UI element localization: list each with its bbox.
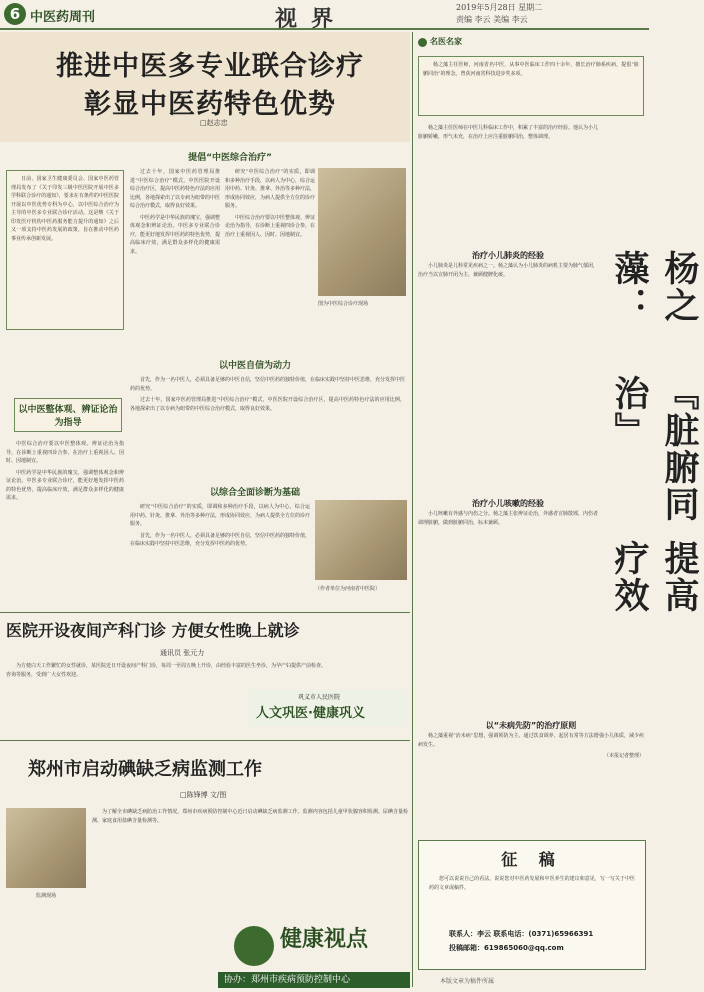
cdc-logo-icon xyxy=(234,926,274,966)
ad-org: 巩义市人民医院 xyxy=(298,694,341,701)
section-title-4: 以综合全面诊断为基础 xyxy=(209,488,300,498)
main-body-col1 xyxy=(130,168,220,330)
night-clinic-headline: 医院开设夜间产科门诊 方便女性晚上就诊 xyxy=(6,621,300,640)
photo-caption: 图为中医综合诊疗现场 xyxy=(318,301,369,307)
ad-brand: 人文巩医·健康巩义 xyxy=(256,706,365,721)
intro-box xyxy=(6,170,124,330)
side-source-note: （本报记者整理） xyxy=(603,753,644,759)
footer-strip: 本版文章为稿件所属 xyxy=(440,978,495,985)
side-author-tag xyxy=(418,36,538,50)
side-para-2: 小儿肺炎是儿科常见疾病之一。杨之藻认为小儿肺炎的病机主要为肺气郁闭，治疗当以宣肺开闭为主，兼顾健脾化痰。 xyxy=(418,263,599,278)
main-para-4: 中医综合治疗要以中医整体观、辨证论治为指导，在诊断上重视四诊合参，在治疗上重视因人、因时、因地制宜。 xyxy=(225,214,316,238)
main-body-col3 xyxy=(6,440,124,590)
iodine-text: 为了解全市碘缺乏病防治工作情况，郑州市疾病预防控制中心近日启动碘缺乏病监测工作。监测内容包括儿童甲状腺容积检测、尿碘含量检测、家庭食用盐碘含量检测等。 xyxy=(92,809,408,824)
main-headline-line1: 推进中医多专业联合诊疗 xyxy=(56,51,364,82)
column-name: 中医药周刊 xyxy=(30,10,96,25)
call-for-papers-text: 您可以说说自己的看法，说说您对中医药发展和中医养生的建议和意见，写一写关于中医药的文章或稿件。 xyxy=(429,876,635,891)
herb-photo xyxy=(318,168,406,296)
main-body-col2 xyxy=(225,168,315,330)
main-para-6: 中医药学是中华民族的瑰宝，强调整体观念和辨证论治。中医多专业联合诊疗，能更好地发挥中医药的特色优势，提高临床疗效，满足群众多样化的健康需求。 xyxy=(6,469,124,501)
side-body-col3 xyxy=(418,510,598,710)
main-para-3: 研究“中医综合治疗”的实质，即调和多种治疗手段，以病人为中心，综合运用中药、针灸、推拿、外治等多种疗法，形成协同效应，为病人提供全方位的诊疗服务。 xyxy=(225,169,316,209)
iodine-byline: □陈锋博 文/图 xyxy=(180,791,227,799)
section-title-3: 以中医自信为动力 xyxy=(218,361,291,371)
main-body-col4 xyxy=(130,376,405,476)
side-sub-3: 以“未病先防”的治疗原则 xyxy=(485,721,577,730)
main-para-10: 首先，作为一名中医人，必须具备足够的中医自信，坚信中医药的独特价值，在临床实践中坚持中医思维，充分发挥中医药的优势。 xyxy=(130,532,311,547)
health-logo-title: 健康视点 xyxy=(280,926,369,952)
clinic-photo xyxy=(315,500,407,580)
tag-dot-icon xyxy=(418,38,427,47)
issue-date: 2019年5月28日 星期二 xyxy=(456,3,543,12)
night-clinic-text: 为方便白天工作繁忙的女性就诊，某医院近日开设夜间产科门诊，每周一至周五晚上开诊，由经验丰富的医生坐诊，为孕产妇提供产前检查、咨询等服务，受到广大女性欢迎。 xyxy=(6,663,327,678)
call-for-papers-title: 征 稿 xyxy=(501,850,563,869)
main-para-7: 首先，作为一名中医人，必须具备足够的中医自信，坚信中医药的独特价值，在临床实践中坚持中医思维，充分发挥中医药的优势。 xyxy=(130,377,406,392)
side-para-1: 杨之藻主任医师在中医儿科临床工作中，积累了丰富的治疗经验。他认为小儿脏腑娇嫩，形气未充，在治疗上应注重脏腑同治，整体调理。 xyxy=(418,125,599,140)
main-para-1: 过去十年，国家中医药管理局推进“中医综合治疗”模式，中医医院开设综合治疗区，提高中医药特色疗法的应用比例，各地探索出了以专病为纽带的中医综合治疗模式，取得良好效果。 xyxy=(130,169,221,209)
side-intro-text: 杨之藻主任医师，河南省名中医，从事中医临床工作四十余年，擅长治疗肺系疾病，提倡“脏腑同治”的理念。曾获河南省科技进步奖多项。 xyxy=(423,62,639,77)
main-para-8: 过去十年，国家中医药管理局推进“中医综合治疗”模式，中医医院开设综合治疗区，提高中医药特色疗法的应用比例，各地探索出了以专病为纽带的中医综合治疗模式，取得良好效果。 xyxy=(130,397,405,412)
email-line: 投稿邮箱：619865060@qq.com xyxy=(449,944,564,952)
health-logo-subtitle: 协办：郑州市疾病预防控制中心 xyxy=(218,972,410,988)
main-headline-line2: 彰显中医药特色优势 xyxy=(84,89,336,120)
hr-1 xyxy=(0,612,410,613)
main-para-5: 中医综合治疗要以中医整体观、辨证论治为指导，在诊断上重视四诊合参，在治疗上重视因人、因时、因地制宜。 xyxy=(6,441,124,464)
page-number: 6 xyxy=(4,3,26,25)
section-title-2: 以中医整体观、辨证论治为指导 xyxy=(14,398,122,432)
call-for-papers-box xyxy=(418,840,646,970)
side-body-col4 xyxy=(418,732,644,828)
main-body-col5 xyxy=(130,503,310,603)
editors-line: 责编 李云 美编 李云 xyxy=(456,15,528,24)
main-byline: □赵志忠 xyxy=(200,119,228,127)
side-para-4: 杨之藻重视“治未病”思想，强调预防为主，通过饮食调养、起居有常等方法增强小儿体质，减少疾病发生。 xyxy=(418,733,644,748)
main-para-2: 中医药学是中华民族的瑰宝，强调整体观念和辨证论治。中医多专业联合诊疗，能更好地发挥中医药的特色优势，提高临床疗效，满足群众多样化的健康需求。 xyxy=(130,214,221,255)
iodine-headline: 郑州市启动碘缺乏病监测工作 xyxy=(28,759,262,780)
side-intro-box xyxy=(418,56,644,116)
author-note: （作者单位为河南省中医院） xyxy=(315,586,381,592)
hr-2 xyxy=(0,740,410,741)
iodine-photo-caption: 监测现场 xyxy=(35,893,56,899)
author-label: 名医名家 xyxy=(430,37,462,46)
contact-line: 联系人：李云 联系电话：(0371)65966391 xyxy=(449,930,594,938)
intro-text: 日前，国家卫生健康委员会、国家中医药管理局发布了《关于印发三级中医医院开展中医多学科联合诊疗的通知》，要求在有条件的中医医院开展以中医优势专科为中心，以中医综合治疗为主导的中医多专业联合诊疗活动。这是继《关于印发医疗机构中医药服务能力提升的通知》之后又一项支持中医药发展的政策，旨在推动中医药事业传承创新发展。 xyxy=(11,176,119,242)
side-body-col2 xyxy=(418,262,598,492)
main-para-9: 研究“中医综合治疗”的实质，即调和多种治疗手段，以病人为中心，综合运用中药、针灸、推拿、外治等多种疗法，形成协同效应，为病人提供全方位的诊疗服务。 xyxy=(130,504,311,527)
call-for-papers-body xyxy=(429,875,635,915)
side-vertical-title-2: 『脏腑同治』 xyxy=(609,375,700,523)
side-para-3: 小儿咳嗽有外感与内伤之分。杨之藻主张辨证论治，外感者宣肺散邪，内伤者调理脏腑，做到脏腑同治，标本兼顾。 xyxy=(418,511,599,526)
side-vertical-title-1: 杨之藻： xyxy=(609,250,700,324)
night-clinic-byline: 通讯员 张元力 xyxy=(160,649,205,657)
side-sub-1: 治疗小儿肺炎的经验 xyxy=(472,251,544,260)
iodine-photo xyxy=(6,808,86,888)
side-body-col1 xyxy=(418,124,598,244)
side-sub-2: 治疗小儿咳嗽的经验 xyxy=(472,499,544,508)
section-title-1: 提倡“中医综合治疗” xyxy=(188,153,272,163)
section-title: 视界 xyxy=(275,6,348,32)
column-divider xyxy=(412,32,413,987)
side-vertical-title-3: 提高疗效 xyxy=(609,540,700,614)
ad-box xyxy=(248,690,408,726)
iodine-body xyxy=(92,808,408,913)
